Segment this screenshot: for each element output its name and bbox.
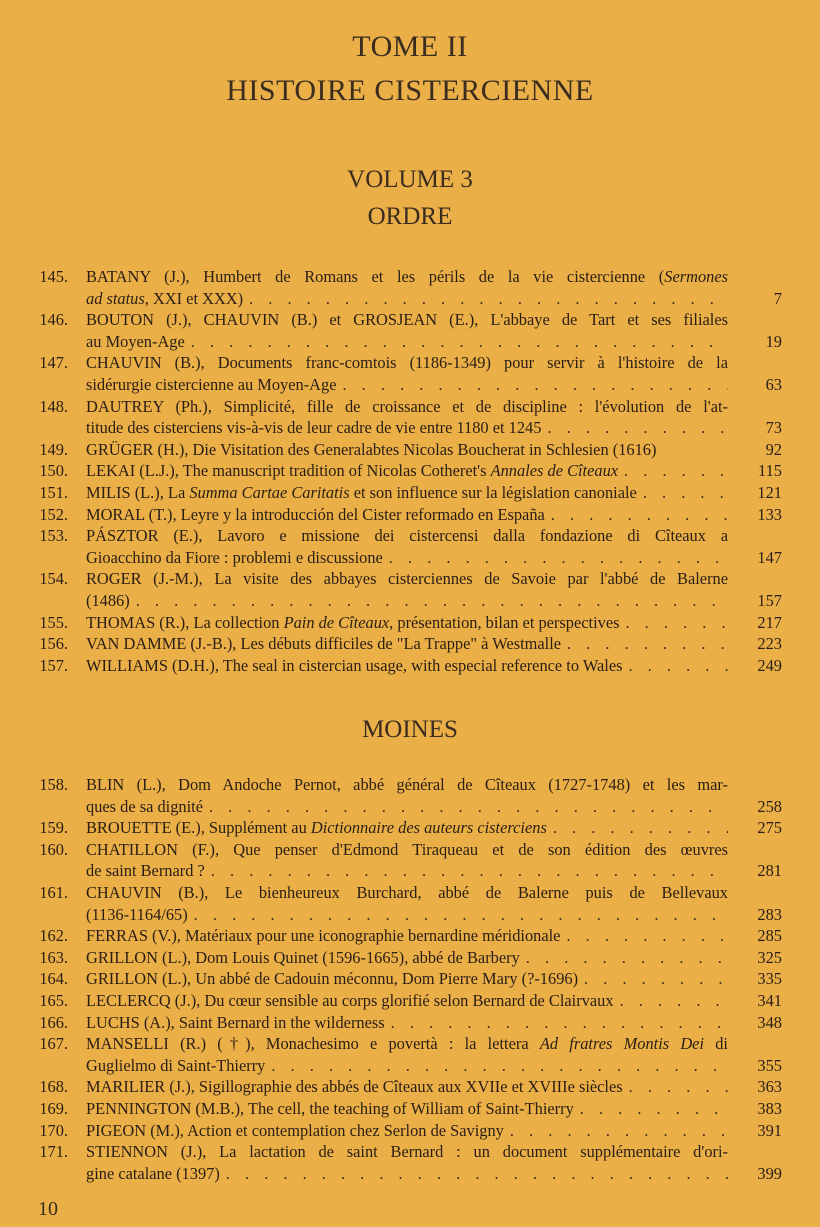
entry-title (86, 990, 728, 1012)
entry-page: 363 (757, 1077, 782, 1097)
entry-page: 92 (765, 439, 782, 459)
entry-number: 166. (39, 1012, 68, 1032)
entry-number: 151. (39, 483, 68, 502)
entry-title-line: CHATILLON (F.), Que penser d'Edmond Tiraqueau et de son édition des œuvres (86, 839, 728, 859)
leader-dots (383, 547, 728, 569)
entry-number: 152. (39, 504, 68, 524)
entry-title (86, 439, 728, 461)
leader-dots (578, 968, 728, 990)
entry-page: 121 (757, 483, 782, 502)
entry-number: 161. (39, 883, 68, 902)
leader-dots (504, 1120, 728, 1142)
entry-number: 146. (39, 310, 68, 330)
entry-number: 150. (39, 461, 68, 481)
entry-page: 147 (757, 547, 782, 567)
entry-title-line: ques de sa dignité . . . (86, 796, 728, 818)
entry-title (86, 839, 728, 882)
entry-number: 148. (39, 396, 68, 416)
entry-title (86, 633, 728, 655)
entry-page: 325 (757, 947, 782, 967)
entry-page: 115 (758, 461, 782, 481)
entry-page: 157 (757, 590, 782, 610)
entry-title-line: BATANY (J.), Humbert de Romans et les périls de la vie cistercienne (Sermones (86, 267, 728, 286)
entry-title-line: (1486) . . . (86, 590, 728, 612)
leader-dots (614, 990, 728, 1012)
entry-title-line: Gioacchino da Fiore : problemi e discussione . . . (86, 547, 728, 569)
entry-page: 383 (757, 1099, 782, 1118)
volume-heading: VOLUME 3 (347, 166, 473, 193)
leader-dots (618, 460, 728, 482)
entry-title (86, 1076, 728, 1098)
entry-title-line: MILIS (L.), La Summa Cartae Caritatis et son influence sur la législation canoniale . . . (86, 482, 728, 504)
entry-number: 153. (39, 526, 68, 546)
entry-page: 73 (765, 418, 782, 438)
leader-dots (336, 374, 728, 396)
entry-title (86, 1012, 728, 1034)
leader-dots (243, 288, 728, 310)
entry-title-line: LEKAI (L.J.), The manuscript tradition of Nicolas Cotheret's Annales de Cîteaux . . . (86, 460, 728, 482)
entry-title-line: BLIN (L.), Dom Andoche Pernot, abbé général de Cîteaux (1727-1748) et les mar- (86, 775, 728, 794)
entry-number: 147. (39, 353, 68, 373)
entry-title (86, 774, 728, 817)
entry-title (86, 482, 728, 504)
entry-number: 156. (39, 634, 68, 654)
leader-dots (623, 1076, 728, 1098)
leader-dots (561, 633, 728, 655)
entry-number: 163. (39, 947, 68, 967)
entry-page: 7 (773, 288, 782, 308)
leader-dots (130, 590, 728, 612)
entry-title (86, 1120, 728, 1142)
entry-title-line: sidérurgie cistercienne au Moyen-Age . . . (86, 374, 728, 396)
entry-title (86, 568, 728, 611)
entry-number: 165. (39, 991, 68, 1010)
entry-title (86, 309, 728, 352)
entry-title (86, 525, 728, 568)
entry-title (86, 1141, 728, 1184)
entry-title (86, 266, 728, 309)
entry-number: 158. (39, 775, 68, 794)
entry-page: 348 (757, 1012, 782, 1032)
entry-page: 341 (757, 991, 782, 1010)
entry-page: 258 (757, 796, 782, 816)
entry-page: 275 (757, 818, 782, 838)
entry-title (86, 817, 728, 839)
entry-title (86, 947, 728, 969)
entry-title (86, 882, 728, 925)
entry-title-line: GRILLON (L.), Dom Louis Quinet (1596-1665), abbé de Barbery . . . (86, 947, 728, 969)
entry-title (86, 925, 728, 947)
entry-page: 283 (757, 904, 782, 924)
entry-number: 171. (39, 1142, 68, 1162)
entry-page: 249 (757, 655, 782, 675)
leader-dots (637, 482, 728, 504)
section-ordre-heading: ORDRE (367, 203, 453, 230)
entry-number: 157. (39, 655, 68, 675)
entry-title-line: PÁSZTOR (E.), Lavoro e missione dei cistercensi dalla fondazione di Cîteaux a (86, 526, 728, 546)
entry-title-line: ad status, XXI et XXX) . . . (86, 288, 728, 310)
entry-title (86, 612, 728, 634)
entry-page: 285 (757, 926, 782, 946)
entry-title-line: titude des cisterciens vis-à-vis de leur cadre de vie entre 1180 et 1245 . . . (86, 417, 728, 439)
entry-title (86, 396, 728, 439)
entry-number: 154. (39, 569, 68, 589)
entry-title-line: BOUTON (J.), CHAUVIN (B.) et GROSJEAN (E.), L'abbaye de Tart et ses filiales (86, 310, 728, 330)
entry-title-line: FERRAS (V.), Matériaux pour une iconographie bernardine méridionale . . . (86, 925, 728, 947)
entry-page: 335 (757, 969, 782, 989)
leader-dots (545, 504, 728, 526)
entry-page: 63 (765, 374, 782, 394)
entry-title (86, 504, 728, 526)
leader-dots (220, 1163, 728, 1185)
entry-title-line: WILLIAMS (D.H.), The seal in cistercian usage, with especial reference to Wales . . . (86, 655, 728, 677)
entry-title-line: LECLERCQ (J.), Du cœur sensible au corps glorifié selon Bernard de Clairvaux . . . (86, 990, 728, 1012)
entry-title-line: CHAUVIN (B.), Documents franc-comtois (1186-1349) pour servir à l'histoire de la (86, 353, 728, 373)
entry-number: 155. (39, 612, 68, 632)
entry-number: 164. (39, 969, 68, 989)
entry-title-line: ROGER (J.-M.), La visite des abbayes cisterciennes de Savoie par l'abbé de Balerne (86, 569, 728, 589)
entry-title (86, 655, 728, 677)
tome-heading: TOME II (352, 30, 468, 63)
entry-number: 169. (39, 1099, 68, 1118)
entry-page: 19 (765, 331, 782, 351)
series-heading: HISTOIRE CISTERCIENNE (226, 74, 594, 107)
entry-title-line: (1136-1164/65) . . . (86, 904, 728, 926)
entry-title (86, 968, 728, 990)
leader-dots (622, 655, 728, 677)
entry-number: 162. (39, 926, 68, 946)
entry-title (86, 460, 728, 482)
entry-title-line: gine catalane (1397) . . . (86, 1163, 728, 1185)
entry-page: 399 (757, 1163, 782, 1183)
leader-dots (188, 904, 728, 926)
entry-title-line: MARILIER (J.), Sigillographie des abbés de Cîteaux aux XVIIe et XVIIIe siècles . . . (86, 1076, 728, 1098)
leader-dots (185, 331, 728, 353)
entry-title (86, 1098, 728, 1120)
entry-number: 159. (39, 818, 68, 838)
entry-title-line: GRÜGER (H.), Die Visitation des Generalabtes Nicolas Boucherat in Schlesien (1616) (86, 439, 657, 459)
entry-page: 223 (757, 634, 782, 654)
entry-number: 168. (39, 1077, 68, 1097)
entry-title-line: DAUTREY (Ph.), Simplicité, fille de croissance et de discipline : l'évolution de l'at- (86, 396, 728, 416)
entry-page: 355 (757, 1055, 782, 1075)
entry-title-line: BROUETTE (E.), Supplément au Dictionnaire des auteurs cisterciens . . . (86, 817, 728, 839)
leader-dots (205, 860, 728, 882)
leader-dots (560, 925, 728, 947)
entry-title-line: STIENNON (J.), La lactation de saint Bernard : un document supplémentaire d'ori- (86, 1142, 728, 1162)
entry-title-line: au Moyen-Age . . . (86, 331, 728, 353)
entry-title-line: CHAUVIN (B.), Le bienheureux Burchard, abbé de Balerne puis de Bellevaux (86, 883, 728, 902)
entry-page: 281 (757, 861, 782, 881)
entry-title-line: MORAL (T.), Leyre y la introducción del Cister reformado en España . . . (86, 504, 728, 526)
leader-dots (520, 947, 728, 969)
entry-title-line: VAN DAMME (J.-B.), Les débuts difficiles de "La Trappe" à Westmalle . . . (86, 633, 728, 655)
entry-title-line: MANSELLI (R.) (†), Monachesimo e povertà : la lettera Ad fratres Montis Dei di (86, 1034, 728, 1054)
entry-page: 391 (757, 1120, 782, 1140)
entry-number: 149. (39, 439, 68, 459)
leader-dots (619, 612, 728, 634)
leader-dots (385, 1012, 728, 1034)
entry-page: 133 (757, 504, 782, 524)
entry-title-line: LUCHS (A.), Saint Bernard in the wilderness . . . (86, 1012, 728, 1034)
leader-dots (547, 817, 728, 839)
section-moines-heading: MOINES (362, 716, 458, 743)
entry-number: 170. (39, 1120, 68, 1140)
leader-dots (203, 796, 728, 818)
entry-title-line: THOMAS (R.), La collection Pain de Cîteaux, présentation, bilan et perspectives . . . (86, 612, 728, 634)
entry-page: 217 (757, 612, 782, 632)
entry-title (86, 352, 728, 395)
entry-title-line: Guglielmo di Saint-Thierry . . . (86, 1055, 728, 1077)
entry-title-line: PENNINGTON (M.B.), The cell, the teaching of William of Saint-Thierry . . . (86, 1098, 728, 1120)
entry-number: 167. (39, 1034, 68, 1054)
entry-title-line: PIGEON (M.), Action et contemplation chez Serlon de Savigny . . . (86, 1120, 728, 1142)
entry-number: 145. (39, 267, 68, 286)
leader-dots (541, 417, 728, 439)
leader-dots (574, 1098, 728, 1120)
entry-title-line: GRILLON (L.), Un abbé de Cadouin méconnu, Dom Pierre Mary (?-1696) . . . (86, 968, 728, 990)
page-number: 10 (38, 1198, 58, 1220)
leader-dots (265, 1055, 728, 1077)
entry-title-line: de saint Bernard ? . . . (86, 860, 728, 882)
entry-title (86, 1033, 728, 1076)
entry-number: 160. (39, 839, 68, 859)
